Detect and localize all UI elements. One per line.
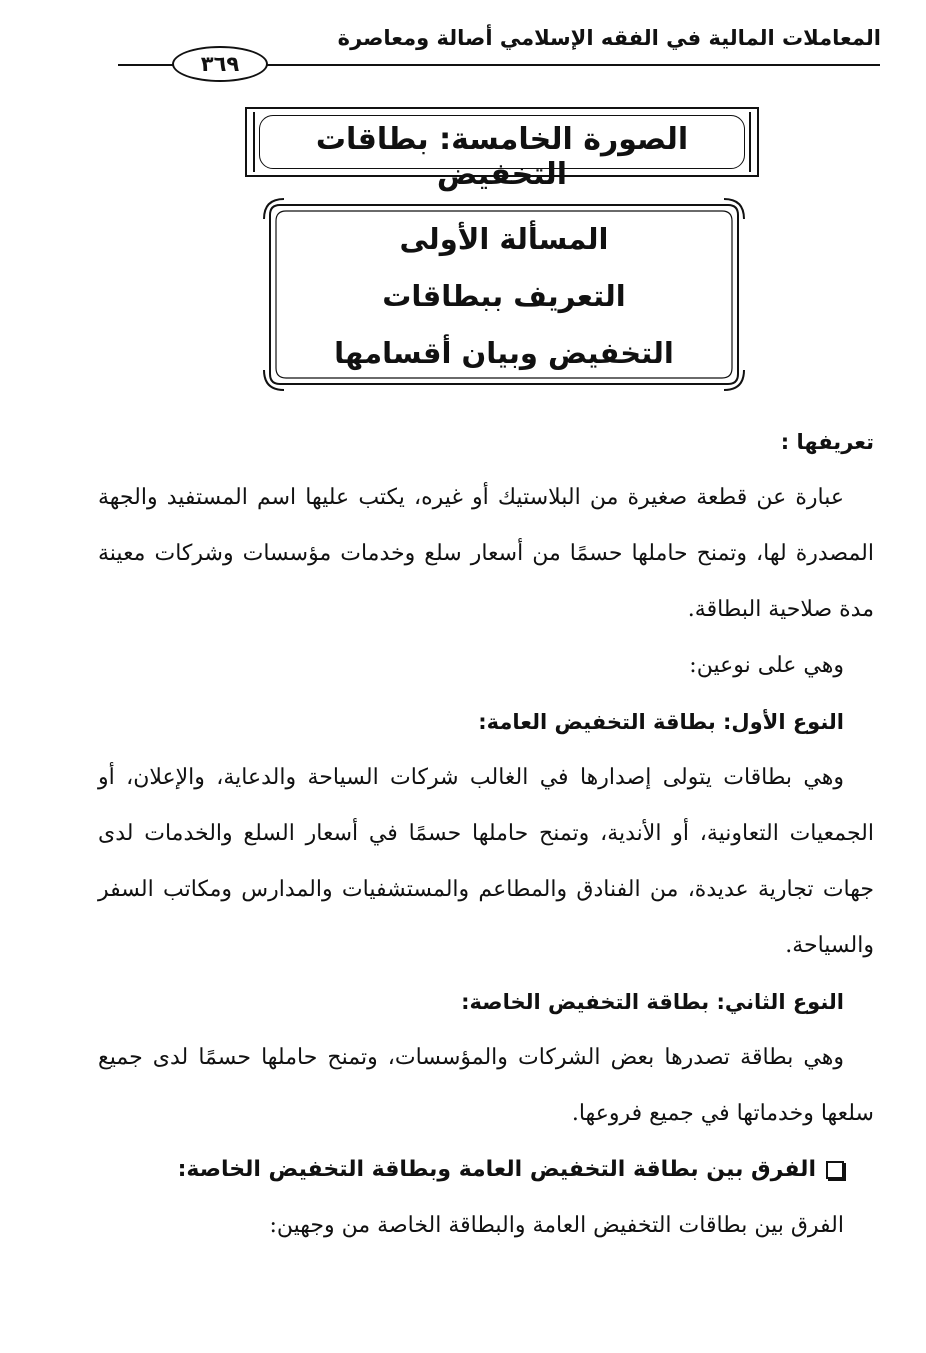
type2-heading: النوع الثاني: بطاقة التخفيض الخاصة: xyxy=(461,990,844,1014)
section-title-box xyxy=(245,107,759,192)
section-title: الصورة الخامسة: بطاقات التخفيض xyxy=(315,122,689,192)
difference-heading-row xyxy=(98,1142,874,1198)
type1-heading: النوع الأول: بطاقة التخفيض العامة: xyxy=(478,710,844,734)
body-text xyxy=(98,414,874,1254)
chapter-line-2: التعريف ببطاقات xyxy=(382,279,626,313)
page-number: ٣٦٩ xyxy=(172,46,268,82)
type1-paragraph: وهي بطاقات يتولى إصدارها في الغالب شركات السياحة والدعاية، والإعلان، أو الجمعيات التعاونية، أو الأندية، وتمنح حاملها حسمًا في أسعار السلع والخدمات لدى جهات تجارية عديدة، من الفنادق والمطاعم والمستشفيات والمدارس ومكاتب السفر والسياحة. xyxy=(98,765,874,958)
chapter-title-box xyxy=(262,197,746,392)
difference-paragraph: الفرق بين بطاقات التخفيض العامة والبطاقة الخاصة من وجهين: xyxy=(269,1213,844,1238)
running-header: المعاملات المالية في الفقه الإسلامي أصالة ومعاصرة xyxy=(337,26,881,50)
definition-paragraph: عبارة عن قطعة صغيرة من البلاستيك أو غيره، يكتب عليها اسم المستفيد والجهة المصدرة لها، وتمنح حاملها حسمًا من أسعار سلع وخدمات مؤسسات وشركات معينة مدة صلاحية البطاقة. xyxy=(98,485,874,622)
chapter-line-3: التخفيض وبيان أقسامها xyxy=(334,336,674,370)
difference-heading: الفرق بين بطاقة التخفيض العامة وبطاقة التخفيض الخاصة: xyxy=(177,1157,816,1182)
chapter-line-1: المسألة الأولى xyxy=(399,222,609,256)
definition-heading: تعريفها : xyxy=(780,430,874,454)
square-bullet-icon xyxy=(826,1161,844,1179)
types-intro: وهي على نوعين: xyxy=(689,653,844,678)
type2-paragraph: وهي بطاقة تصدرها بعض الشركات والمؤسسات، وتمنح حاملها حسمًا لدى جميع سلعها وخدماتها في جميع فروعها. xyxy=(98,1045,874,1126)
